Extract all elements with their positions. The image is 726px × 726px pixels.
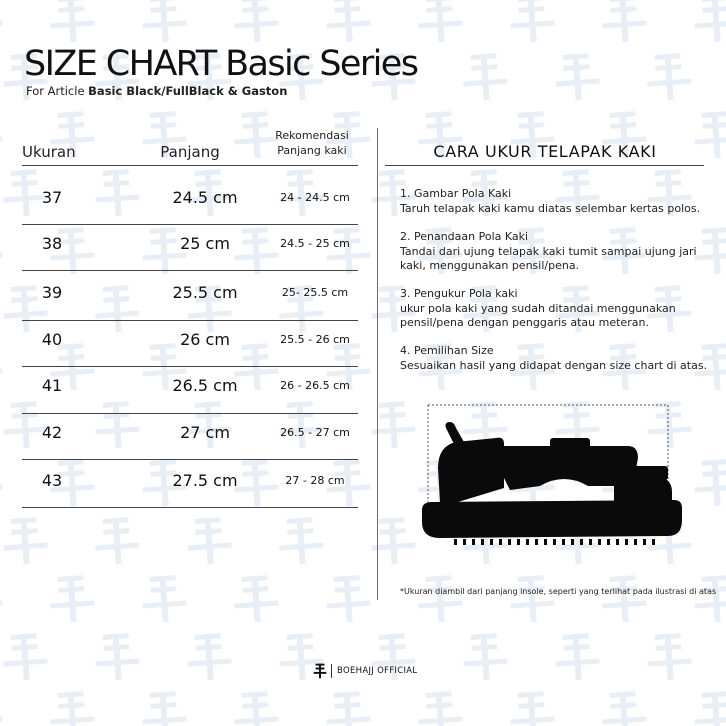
length-cell: 24.5 cm	[172, 188, 238, 207]
length-cell: 27.5 cm	[172, 471, 238, 490]
sole-tread-mark	[517, 539, 520, 545]
recommended-cell: 25- 25.5 cm	[281, 286, 349, 299]
subtitle-article-names: Basic Black/FullBlack & Gaston	[88, 84, 288, 98]
sandal-pull-tab	[446, 422, 465, 444]
sole-tread-mark	[553, 539, 556, 545]
sole-tread-mark	[481, 539, 484, 545]
table-header-divider	[22, 165, 358, 166]
page-subtitle	[26, 84, 287, 98]
page-title: SIZE CHART Basic Series	[24, 44, 418, 84]
column-header-rec-line1: Rekomendasi	[275, 129, 349, 142]
sole-tread-mark	[454, 539, 457, 545]
footer-separator	[331, 664, 332, 678]
recommended-cell: 24.5 - 25 cm	[280, 237, 350, 250]
column-header-size: Ukuran	[22, 143, 76, 161]
guide-step-3	[400, 287, 710, 331]
size-cell: 41	[41, 376, 63, 395]
size-cell: 39	[41, 283, 63, 302]
size-cell: 42	[41, 423, 63, 442]
table-row	[0, 270, 360, 316]
guide-step-2	[400, 230, 710, 274]
recommended-cell: 27 - 28 cm	[285, 474, 345, 487]
sole-tread-mark	[634, 539, 637, 545]
sole-tread-marks	[454, 539, 655, 545]
sandal-sole	[422, 500, 682, 538]
sole-tread-mark	[598, 539, 601, 545]
sole-tread-mark	[571, 539, 574, 545]
brand-name: BOEHAJJ OFFICIAL	[337, 666, 418, 676]
sole-tread-mark	[562, 539, 565, 545]
guide-heading: CARA UKUR TELAPAK KAKI	[433, 142, 657, 161]
column-header-length: Panjang	[160, 143, 220, 161]
sole-tread-mark	[607, 539, 610, 545]
sole-tread-mark	[472, 539, 475, 545]
sole-tread-mark	[643, 539, 646, 545]
table-row	[0, 458, 360, 504]
sandal-toe-buckle	[624, 466, 668, 480]
step-description: Taruh telapak kaki kamu diatas selembar kertas polos.	[400, 201, 701, 215]
recommended-cell: 24 - 24.5 cm	[280, 191, 350, 204]
size-cell: 40	[41, 330, 63, 349]
step-title: 3. Pengukur Pola kaki	[400, 287, 518, 300]
table-row	[0, 317, 360, 363]
column-header-recommended-foot-length	[262, 128, 362, 158]
row-divider	[22, 507, 358, 508]
step-description: ukur pola kaki yang sudah ditandai menggunakan pensil/pena dengan penggaris atau meteran.	[400, 301, 676, 329]
sole-tread-mark	[616, 539, 619, 545]
table-row	[0, 221, 360, 267]
sole-tread-mark	[535, 539, 538, 545]
size-cell: 37	[41, 188, 63, 207]
sole-tread-mark	[589, 539, 592, 545]
subtitle-prefix: For Article	[26, 84, 89, 98]
sole-tread-mark	[652, 539, 655, 545]
column-header-rec-line2: Panjang kaki	[277, 144, 347, 157]
step-title: 4. Pemilihan Size	[400, 344, 494, 357]
step-title: 1. Gambar Pola Kaki	[400, 187, 512, 200]
recommended-cell: 26.5 - 27 cm	[280, 426, 350, 439]
sole-tread-mark	[580, 539, 583, 545]
measurement-note: *Ukuran diambil dari panjang insole, seperti yang terlihat pada ilustrasi di atas	[400, 587, 717, 596]
size-cell: 38	[41, 234, 63, 253]
guide-step-1	[400, 187, 710, 216]
step-description: Sesuaikan hasil yang didapat dengan size chart di atas.	[400, 358, 708, 372]
recommended-cell: 25.5 - 26 cm	[280, 333, 350, 346]
boehajj-logo-icon	[313, 662, 327, 680]
length-cell: 25.5 cm	[172, 283, 238, 302]
sandal-ankle-buckle	[550, 438, 590, 452]
sole-tread-mark	[463, 539, 466, 545]
length-cell: 26.5 cm	[172, 376, 238, 395]
length-cell: 26 cm	[180, 330, 230, 349]
recommended-cell: 26 - 26.5 cm	[280, 379, 350, 392]
table-row	[0, 363, 360, 409]
sole-tread-mark	[625, 539, 628, 545]
sole-tread-mark	[508, 539, 511, 545]
length-cell: 27 cm	[180, 423, 230, 442]
table-row	[0, 175, 360, 221]
guide-step-4	[400, 344, 710, 373]
size-cell: 43	[41, 471, 63, 490]
sole-tread-mark	[499, 539, 502, 545]
column-separator	[377, 128, 378, 600]
brand-footer	[313, 661, 417, 681]
sole-tread-mark	[526, 539, 529, 545]
table-row	[0, 410, 360, 456]
sole-tread-mark	[544, 539, 547, 545]
step-description: Tandai dari ujung telapak kaki tumit sampai ujung jari kaki, menggunakan pensil/pena.	[400, 244, 697, 272]
length-cell: 25 cm	[180, 234, 230, 253]
sandal-icon	[418, 402, 688, 554]
sole-tread-mark	[490, 539, 493, 545]
step-title: 2. Penandaan Pola Kaki	[400, 230, 529, 243]
guide-heading-divider	[385, 165, 704, 166]
